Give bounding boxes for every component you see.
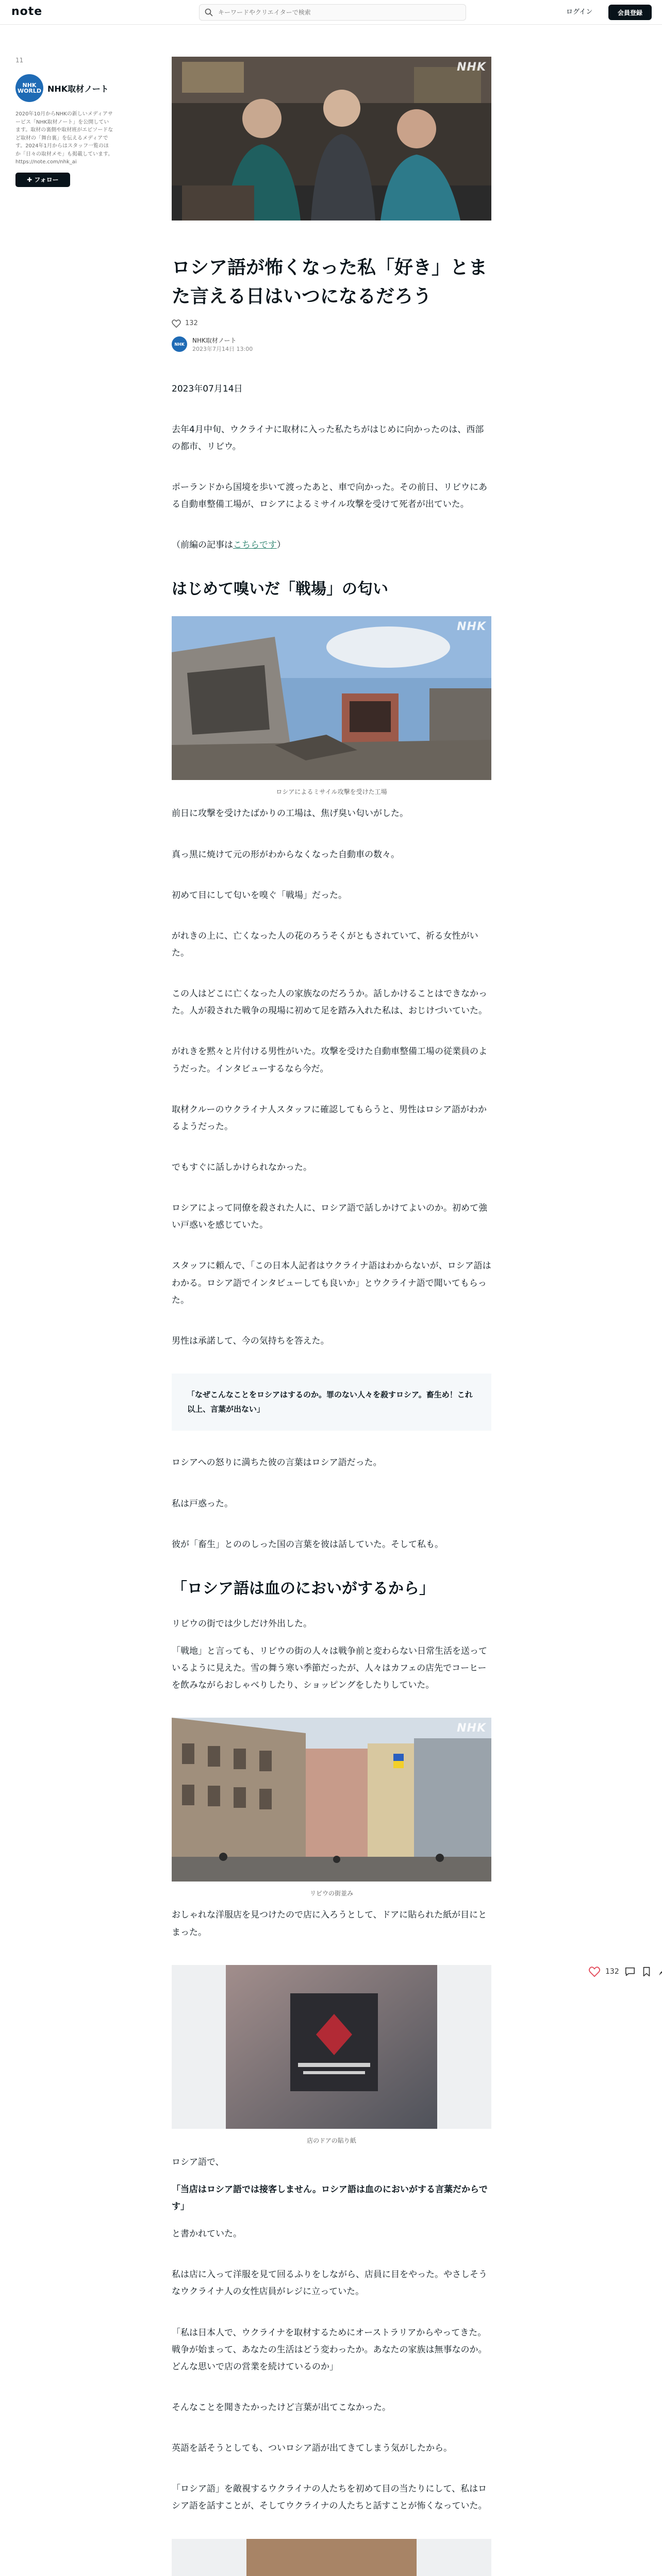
factory-image: [172, 616, 491, 780]
article-title: ロシア語が怖くなった私「好き」とまた言える日はいつになるだろう: [172, 257, 488, 307]
paragraph: がれきの上に、亡くなった人の花のろうそくがともされていて、祈る女性がいた。: [172, 930, 478, 958]
paragraph: ロシア語で、: [172, 2157, 224, 2167]
prev-article-prefix: （前編の記事は: [172, 540, 233, 551]
paragraph: そんなことを聞きたかったけど言葉が出てこなかった。: [172, 2402, 391, 2413]
paragraph: 前日に攻撃を受けたばかりの工場は、焦げ臭い匂いがした。: [172, 808, 408, 819]
date-line: 2023年07月14日: [172, 383, 243, 394]
author-name[interactable]: NHK取材ノート: [192, 336, 237, 344]
image-caption: 店のドアの貼り紙: [307, 2137, 356, 2144]
paragraph: 「私は日本人で、ウクライナを取材するためにオーストラリアからやってきた。戦争が始まって、あなたの生活はどう変わったか。あなたの家族は無事なのか。どんな思いで店の営業を続けているのか」: [172, 2327, 487, 2372]
watermark: NHK: [457, 61, 486, 74]
search-box[interactable]: [199, 4, 466, 21]
login-button[interactable]: ログイン: [566, 6, 592, 16]
author-avatar[interactable]: NHK: [172, 336, 187, 352]
paragraph: 男性は承諾して、今の気持ちを答えた。: [172, 1335, 329, 1346]
paragraph: 「戦地」と言っても、リビウの街の人々は戦争前と変わらない日常生活を送っているように見えた。雪の舞う寒い季節だったが、人々はカフェの店先でコーヒーを飲みながらおしゃべりしたり、ショッピングをしたりしていた。: [172, 1646, 487, 1691]
follow-label: フォロー: [34, 176, 59, 183]
prev-article-suffix: ）: [276, 540, 286, 551]
paragraph: 英語を話そうとしても、ついロシア語が出てきてしまう気がしたから。: [172, 2443, 452, 2454]
creator-description: 2020年10月からNHKの新しいメディアサービス「NHK取材ノート」を公開しています。取材の裏側や取材班がエピソードなど取材の「舞台裏」を伝えるメディアです。2024年1月からはスタッフ一覧のほか「日々の取材メモ」も掲載しています。 https://note.com/nhk_ai: [15, 111, 113, 165]
section-heading: はじめて嗅いだ「戦場」の匂い: [172, 580, 388, 599]
like-count: 132: [185, 319, 198, 328]
share-icon[interactable]: [657, 1966, 662, 1977]
door-sign-image: [172, 1965, 491, 2129]
door-sign-photo: [172, 1965, 491, 2129]
section-heading: 「ロシア語は血のにおいがするから」: [172, 1579, 435, 1598]
image-caption: ロシアによるミサイル攻撃を受けた工場: [276, 788, 387, 796]
bookmark-icon[interactable]: [641, 1966, 652, 1977]
comment-icon[interactable]: [624, 1966, 636, 1977]
paragraph: おしゃれな洋服店を見つけたので店に入ろうとして、ドアに貼られた紙が目にとまった。: [172, 1910, 487, 1938]
follow-button[interactable]: [15, 173, 70, 187]
floating-like-count: 132: [605, 1968, 619, 1976]
avatar-text: NHK WORLD: [17, 82, 42, 94]
publish-date: 2023年7月14日 13:00: [192, 345, 253, 352]
paragraph: 私は店に入って洋服を見て回るふりをしながら、店員に目をやった。やさしそうなウクライナ人の女性店員がレジに立っていた。: [172, 2269, 487, 2297]
heart-icon[interactable]: [172, 319, 181, 328]
creator-sidebar: [15, 57, 113, 187]
lviv-street-photo: [172, 1718, 491, 1882]
paragraph: スタッフに頼んで、「この日本人記者はウクライナ語はわからないが、ロシア語はわかる。ロシア語でインタビューしても良いか」とウクライナ語で聞いてもらった。: [172, 1261, 491, 1306]
paragraph: 初めて目にして匂いを嗅ぐ「戦場」だった。: [172, 890, 347, 901]
paragraph: この人はどこに亡くなった人の家族なのだろうか。話しかけることはできなかった。人が殺された戦争の現場に初めて足を踏み入れた私は、おじけづいていた。: [172, 989, 487, 1016]
signup-button[interactable]: 会員登録: [608, 5, 652, 20]
hero-image: [172, 57, 491, 221]
sign-text-end: です」: [172, 2184, 488, 2212]
paragraph: ポーランドから国境を歩いて渡ったあと、車で向かった。その前日、リビウにある自動車整備工場が、ロシアによるミサイル攻撃を受けて死者が出ていた。: [172, 482, 487, 510]
search-input[interactable]: [218, 5, 460, 20]
shelter-photo: [172, 2539, 491, 2576]
paragraph: ロシアによって同僚を殺された人に、ロシア語で話しかけてよいのか。初めて強い戸惑いを感じていた。: [172, 1203, 487, 1231]
search-icon: [205, 8, 213, 16]
paragraph: ロシアへの怒りに満ちた彼の言葉はロシア語だった。: [172, 1458, 382, 1468]
paragraph: リビウの街では少しだけ外出した。: [172, 1618, 312, 1629]
heart-icon[interactable]: [589, 1966, 600, 1977]
paragraph: でもすぐに話しかけられなかった。: [172, 1162, 312, 1173]
image-caption: リビウの街並み: [309, 1890, 353, 1897]
creator-name[interactable]: NHK取材ノート: [47, 83, 109, 94]
watermark: NHK: [457, 620, 486, 634]
hero-photo-people: [172, 57, 491, 221]
shelter-image: [172, 2539, 491, 2576]
paragraph: 私は戸惑った。: [172, 1498, 233, 1509]
quote-block: 「なぜこんなことをロシアはするのか。罪のない人々を殺すロシア。畜生め！これ以上、言葉が出ない」: [172, 1374, 491, 1431]
note-logo[interactable]: note: [11, 5, 43, 18]
author-row[interactable]: [172, 336, 491, 353]
sign-text: [172, 2181, 491, 2215]
paragraph: 彼が「畜生」とののしった国の言葉を彼は話していた。そして私も。: [172, 1539, 443, 1550]
top-navigation-bar: [0, 0, 662, 25]
likes-row: [172, 319, 491, 328]
article-main: [172, 57, 491, 2576]
paragraph: 「ロシア語」を敵視するウクライナの人たちを初めて目の当たりにして、私はロシア語を話すことが、そしてウクライナの人たちと話すことが怖くなっていた。: [172, 2484, 487, 2512]
paragraph: 取材クルーのウクライナ人スタッフに確認してもらうと、男性はロシア語がわかるようだった。: [172, 1104, 487, 1132]
damaged-factory-photo: [172, 616, 491, 780]
paragraph: がれきを黙々と片付ける男性がいた。攻撃を受けた自動車整備工場の従業員のようだった。インタビューするなら今だ。: [172, 1046, 487, 1074]
paragraph: と書かれていた。: [172, 2229, 242, 2240]
prev-article-paragraph: [172, 537, 491, 554]
paragraph: 真っ黒に焼けて元の形がわからなくなった自動車の数々。: [172, 849, 400, 860]
prev-article-link[interactable]: こちらです: [233, 540, 277, 551]
floating-actions: [589, 1966, 662, 1977]
sidebar-number: 11: [15, 57, 24, 64]
avatar[interactable]: [15, 74, 43, 102]
person-plus-icon: ✚: [27, 176, 35, 183]
street-image: [172, 1718, 491, 1882]
paragraph: 去年4月中旬、ウクライナに取材に入った私たちがはじめに向かったのは、西部の都市、リビウ。: [172, 424, 484, 452]
sign-text-line: 「当店はロシア語では接客しません。ロシア語は血のにおいがする言葉だから: [172, 2184, 479, 2195]
watermark: NHK: [457, 1722, 486, 1735]
creator-profile[interactable]: [15, 74, 113, 102]
